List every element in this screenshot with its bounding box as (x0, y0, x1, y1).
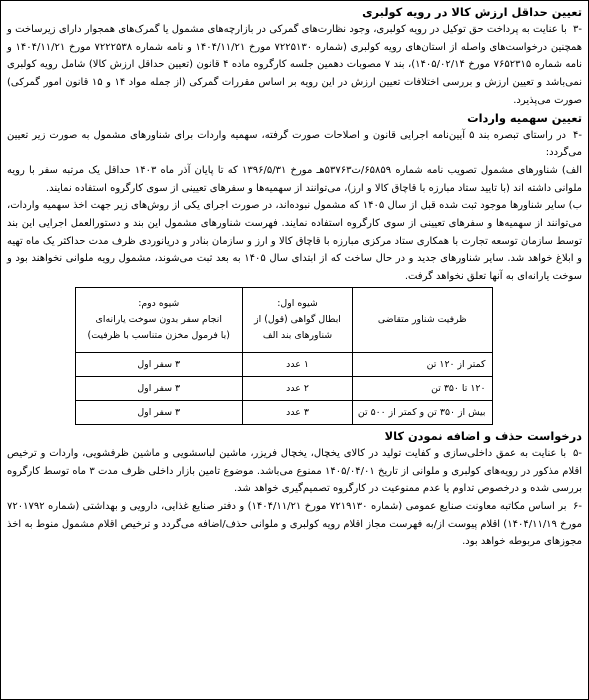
paragraph-5-number: -۵ (573, 447, 583, 459)
paragraph-4-number: -۴ (573, 129, 583, 141)
header-method-1-line-3: شناورهای بند الف (262, 329, 333, 341)
header-method-2 (75, 287, 242, 352)
header-method-2-line-1: شیوه دوم: (138, 297, 180, 309)
cell-method-2: ۳ سفر اول (75, 352, 242, 376)
table-row (75, 400, 492, 424)
paragraph-6 (7, 498, 582, 551)
cell-capacity: بیش از ۳۵۰ تن و کمتر از ۵۰۰ تن (353, 400, 492, 424)
section-title-add-remove-goods: درخواست حذف و اضافه نمودن کالا (384, 428, 582, 443)
cell-method-1: ۲ عدد (242, 376, 352, 400)
paragraph-4-alef: الف) شناورهای مشمول تصویب نامه شماره ۶۵۸۵۹/ت۵۳۷۶۳هـ مورخ ۱۳۹۶/۵/۳۱ که تا پایان آذر ماه ۱۴۰۳ حداقل یک مرتبه سفر با رویه ملوانی داشته اند (با تایید ستاد مبارزه با قاچاق کالا و ارز)، می‌توانند از سهمیه‌ها و سفرهای تعیینی از سوی کارگروه استفاده نمایند. (7, 164, 582, 194)
cell-capacity: کمتر از ۱۲۰ تن (353, 352, 492, 376)
section-title-import-quota: تعیین سهمیه واردات (467, 110, 582, 125)
section-title-min-value: تعیین حداقل ارزش کالا در رویه کولبری (362, 5, 582, 19)
paragraph-4 (7, 127, 582, 162)
header-method-1-line-1: شیوه اول: (277, 297, 318, 309)
paragraph-3-number: -۳ (573, 24, 582, 35)
header-method-2-line-3: (با فرمول مخزن متناسب با ظرفیت) (87, 329, 230, 341)
cell-method-1: ۱ عدد (242, 352, 352, 376)
header-method-2-line-2: انجام سفر بدون سوخت یارانه‌ای (95, 313, 222, 325)
quota-table-wrapper (7, 287, 582, 425)
quota-table (75, 287, 493, 425)
cell-method-2: ۳ سفر اول (75, 376, 242, 400)
cell-method-1: ۳ عدد (242, 400, 352, 424)
header-method-1 (242, 287, 352, 352)
paragraph-6-number: -۶ (573, 500, 583, 512)
cell-method-2: ۳ سفر اول (75, 400, 242, 424)
paragraph-3-text: با عنایت به پرداخت حق توکیل در رویه کولبری، وجود نظارت‌های گمرکی در بازارچه‌های مشمول یا گمرک‌های همجوار دارای زیرساخت و همچنین درخواست‌های واصله از استان‌های رویه کولبری (شماره ۷۲۲۵۱۳۰ مورخ ۱۴۰۴/۱۱/۲۱ و نامه شماره ۷۲۲۲۵۳۸ مورخ ۱۴۰۴/۱۱/۲۱ و نامه شماره ۷۶۵۲۳۱۵ مورخ ۱۴۰۵/۰۲/۱۴)، بند ۷ مصوبات دهمین جلسه کارگروه ماده ۴ قانون (تعیین حداقل ارزش کالا) شامل رویه کولبری نمی‌باشد و تعیین ارزش و بررسی اختلافات تعیین ارزش در این رویه بر اساس مقررات گمرکی (از جمله مواد ۱۴ و ۱۵ قانون امور گمرکی) صورت می‌پذیرد. (7, 24, 582, 106)
header-capacity: ظرفیت شناور متقاضی (353, 287, 492, 352)
table-row (75, 376, 492, 400)
cell-capacity: ۱۲۰ تا ۳۵۰ تن (353, 376, 492, 400)
header-method-1-line-2: ابطال گواهی (قول) از (254, 313, 341, 325)
table-header-row (75, 287, 492, 352)
paragraph-5 (7, 445, 582, 498)
paragraph-4-text: در راستای تبصره بند ۵ آیین‌نامه اجرایی قانون و اصلاحات صورت گرفته، سهمیه واردات برای شناورهای مشمول به صورت زیر تعیین می‌گردد: (7, 129, 582, 159)
paragraph-3 (7, 21, 582, 110)
table-row (75, 352, 492, 376)
paragraph-6-text: بر اساس مکاتبه معاونت صنایع عمومی (شماره ۷۲۱۹۱۳۰ مورخ ۱۴۰۴/۱۱/۲۱) و دفتر صنایع غذایی، دارویی و بهداشتی (شماره ۷۲۰۱۷۹۲ مورخ ۱۴۰۴/۱۱/۱۹) اقلام پیوست از/به فهرست مجاز اقلام رویه کولبری و ملوانی حذف/اضافه می‌گردد و ترخیص اقلام مشمول منوط به اخذ مجوزهای مربوطه خواهد بود. (7, 500, 582, 548)
paragraph-5-text: با عنایت به عمق داخلی‌سازی و کفایت تولید در کالای یخچال، یخچال فریزر، ماشین لباسشویی و ماشین ظرفشویی، واردات و ترخیص اقلام مذکور در رویه‌های کولبری و ملوانی از تاریخ ۱۴۰۵/۰۴/۰۱ ممنوع می‌باشد. موضوع تامین بازار داخلی ظرف مدت ۳ ماه توسط کارگروه بررسی شده و درخصوص تداوم یا عدم ممنوعیت در کارگروه تصمیم‌گیری خواهد شد. (7, 447, 583, 495)
paragraph-4-be: ب) سایر شناورها موجود ثبت شده قبل از سال ۱۴۰۵ که مشمول نبوده‌اند، در صورت اجرای یکی از روش‌های زیر جهت اخذ سهمیه واردات، می‌توانند از سهمیه‌ها و سفرهای تعیینی از سوی کارگروه استفاده نمایند. فهرست شناورهای مشمول این بند و دستورالعمل اجرایی این بند توسط سازمان توسعه تجارت با همکاری ستاد مرکزی مبارزه با قاچاق کالا و ارز و سازمان بنادر و دریانوردی ظرف مدت حداکثر یک ماه تهیه و ابلاغ خواهد شد. سایر شناورهای جدید و در حال ساخت که از ابتدای سال ۱۴۰۵ به بعد ثبت می‌شوند، مشمول رویه ملوانی نخواهند بود و سوخت یارانه‌ای به آنها تعلق نخواهد گرفت. (7, 200, 582, 283)
